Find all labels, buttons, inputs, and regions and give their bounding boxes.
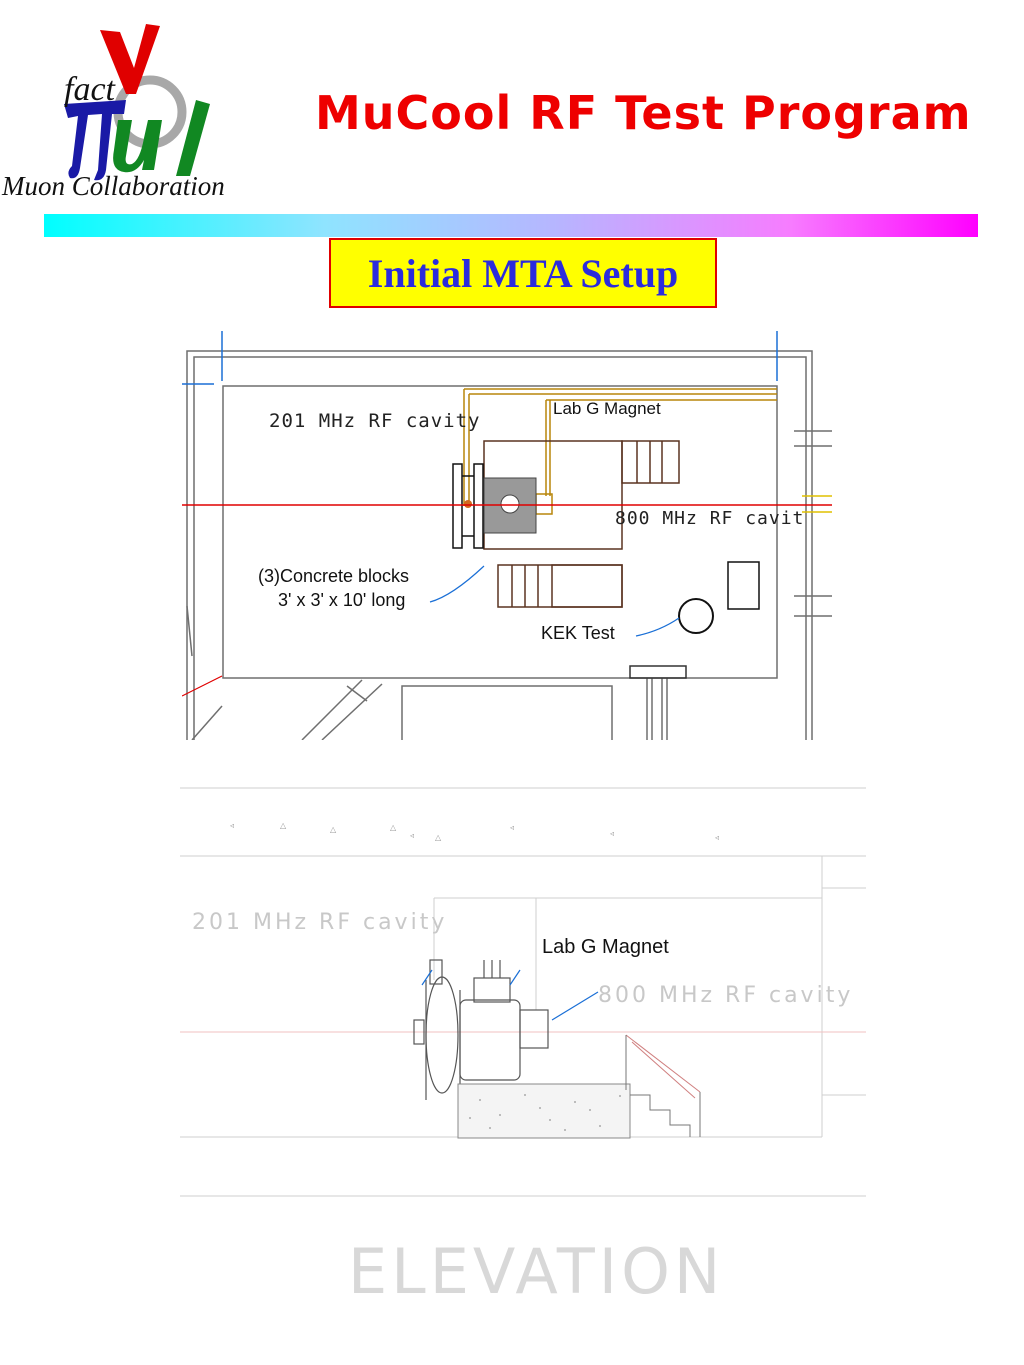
kek-leader-line <box>636 618 679 636</box>
svg-text:◃: ◃ <box>715 833 720 842</box>
cavity-center <box>464 500 472 508</box>
svg-text:◃: ◃ <box>610 829 615 838</box>
concrete-base <box>458 1084 630 1138</box>
stairs <box>630 1095 690 1137</box>
svg-text:△: △ <box>435 833 442 842</box>
elevation-cavity <box>426 977 458 1093</box>
logo-fact-text: fact <box>64 71 115 108</box>
elev-label-lab-g-magnet: Lab G Magnet <box>542 936 669 958</box>
logo-collab-text: Muon Collaboration <box>2 171 225 201</box>
magnet-block <box>536 494 552 514</box>
floor-plate <box>630 666 686 678</box>
cavity-flange-left <box>453 464 462 548</box>
subtitle-box <box>329 238 717 308</box>
stair-rail <box>626 1035 700 1092</box>
label-800-cavity: 800 MHz RF cavit <box>615 508 805 529</box>
label-concrete-size: 3' x 3' x 10' long <box>278 590 406 610</box>
label-lab-g-magnet: Lab G Magnet <box>553 399 661 418</box>
svg-text:◃: ◃ <box>510 823 515 832</box>
elevation-800-cavity <box>520 1010 548 1048</box>
subtitle-text: Initial MTA Setup <box>367 250 679 296</box>
muon-collaboration-logo <box>0 20 280 210</box>
elev-label-201-cavity: 201 MHz RF cavity <box>192 910 448 935</box>
plan-view-drawing <box>182 326 832 740</box>
concrete-block <box>552 565 622 607</box>
svg-text:△: △ <box>390 823 397 832</box>
plan-view-svg <box>182 326 832 740</box>
elevation-heading: ELEVATION <box>348 1235 725 1308</box>
gradient-divider <box>44 214 978 237</box>
page-title: MuCool RF Test Program <box>315 86 972 140</box>
bottom-room <box>402 686 612 740</box>
magnet-cryostat <box>474 978 510 1002</box>
label-201-cavity: 201 MHz RF cavity <box>269 410 481 432</box>
bottom-diagonal <box>192 706 222 740</box>
stair-rail <box>632 1042 695 1098</box>
elev-leader <box>552 992 598 1020</box>
left-red-curve <box>182 676 222 696</box>
svg-text:◃: ◃ <box>410 831 415 840</box>
kek-test-circle <box>679 599 713 633</box>
svg-text:△: △ <box>280 821 287 830</box>
bottom-diagonal <box>347 686 367 701</box>
concrete-block <box>498 565 622 607</box>
magnet-bore <box>501 495 519 513</box>
label-kek-test: KEK Test <box>541 623 615 643</box>
cavity-flange-right <box>474 464 483 548</box>
elevation-magnet <box>460 1000 520 1080</box>
svg-text:◃: ◃ <box>230 821 235 830</box>
concrete-leader-line <box>430 566 484 602</box>
equipment-box <box>728 562 759 609</box>
elev-leader <box>510 970 520 985</box>
logo-graphic <box>0 20 280 210</box>
svg-text:△: △ <box>330 825 337 834</box>
label-concrete-blocks: (3)Concrete blocks <box>258 566 410 586</box>
elev-label-800-cavity: 800 MHz RF cavity <box>598 983 854 1008</box>
elevation-view-drawing <box>180 780 870 1320</box>
